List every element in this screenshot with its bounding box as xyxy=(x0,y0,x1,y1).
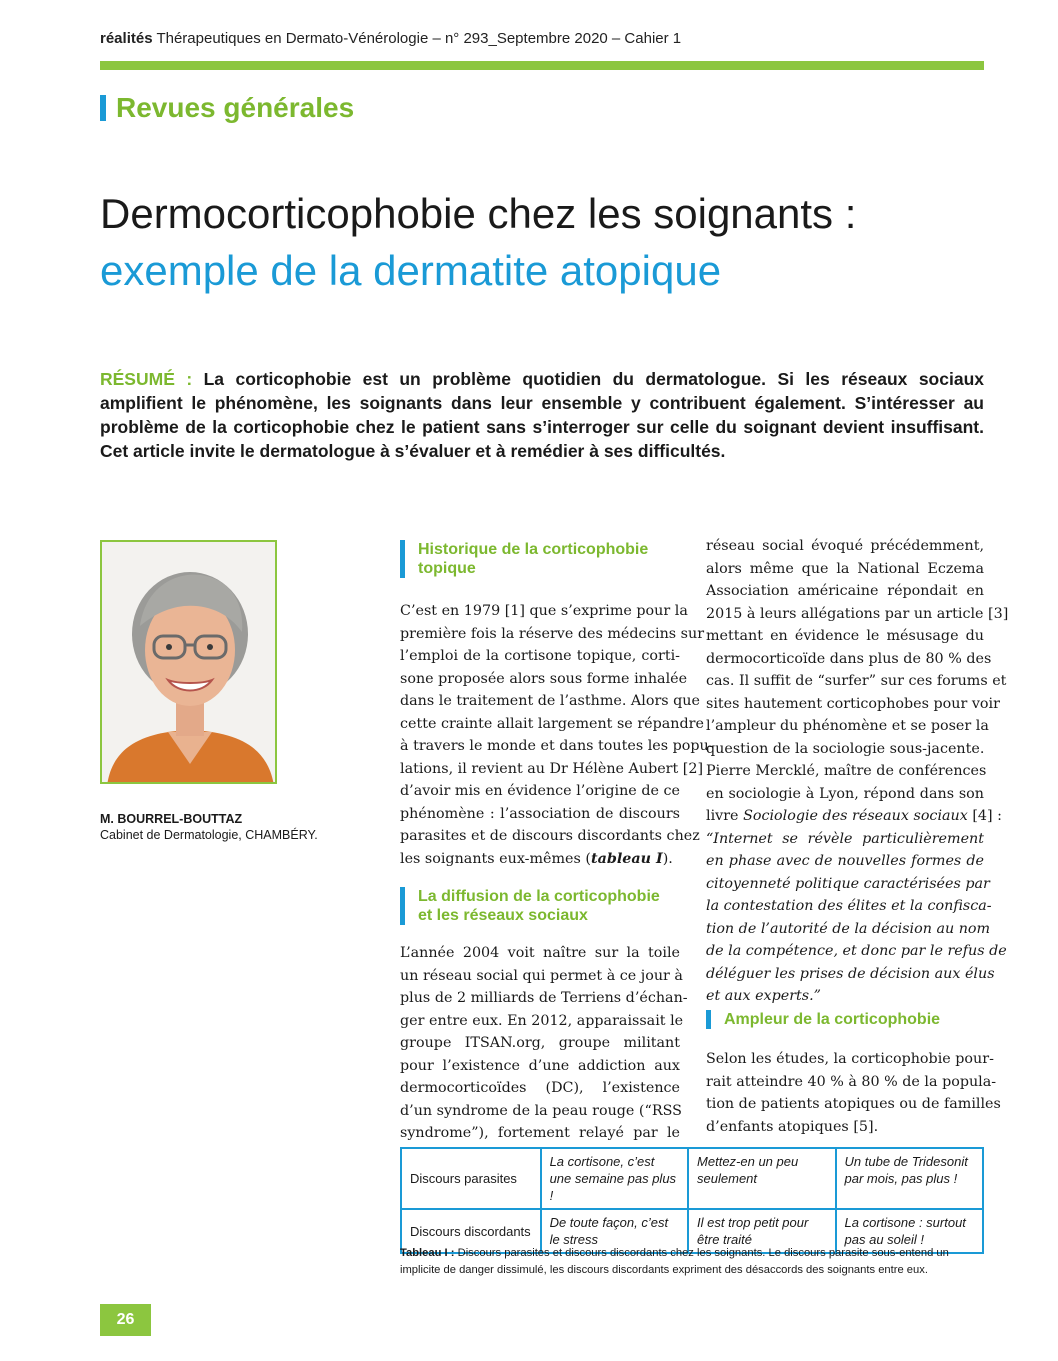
caption-label: Tableau I : xyxy=(400,1247,455,1259)
text-line: dans le traitement de l’asthme. Alors que xyxy=(400,693,700,709)
text-line: C’est en 1979 [1] que s’exprime pour la xyxy=(400,603,688,619)
book-title: Sociologie des réseaux sociaux xyxy=(743,808,968,824)
text-line: parasites et de discours discordants chez xyxy=(400,828,700,844)
paragraph-reseau xyxy=(706,535,1009,1008)
text-fragment: [4] : xyxy=(967,808,1002,824)
subheading-bar xyxy=(706,1010,711,1029)
subheading-historique xyxy=(400,540,648,578)
quote-line: de la compétence, et donc par le refus de xyxy=(706,943,1007,959)
text-line: un réseau social qui permet à ce jour à xyxy=(400,967,683,984)
text-line: dermocorticoïde dans plus de 80 % des xyxy=(706,650,992,667)
quote-line: et aux experts.” xyxy=(706,988,821,1004)
abstract-text: La corticophobie est un problème quotidien du dermatologue. Si les réseaux sociaux amplifient le phénomène, les soignants dans leur ensemble y contribuent également. S’intéresser au problème de la corticophobie chez le patient sans s’interroger sur celle du soignant devient insuffisant. Cet article invite le dermatologue à s’évaluer et à remédier à ses difficultés. xyxy=(100,369,984,461)
table-row-header: Discours discordants xyxy=(401,1209,541,1253)
author-portrait xyxy=(102,542,277,784)
text-line xyxy=(706,805,1002,828)
subheading-bar xyxy=(400,540,405,578)
quote-line: tion de l’autorité de la décision au nom xyxy=(706,920,991,937)
text-line: cette crainte allait largement se répandre xyxy=(400,715,704,732)
text-line: Selon les études, la corticophobie pour- xyxy=(706,1051,994,1067)
author-affiliation: Cabinet de Dermatologie, CHAMBÉRY. xyxy=(100,828,318,842)
text-line: ger entre eux. En 2012, apparaissait le xyxy=(400,1012,684,1029)
subheading-line: Historique de la corticophobie xyxy=(418,541,649,558)
text-line xyxy=(400,848,680,871)
table-cell: Un tube de Tridesonit par mois, pas plus ! xyxy=(836,1148,983,1209)
section-label: Revues générales xyxy=(116,92,355,123)
author-photo xyxy=(100,540,277,784)
text-fragment: ). xyxy=(662,850,673,867)
text-line: Association américaine répondait en xyxy=(706,583,984,599)
quote-line: citoyenneté politique caractérisées par xyxy=(706,875,990,892)
subheading-bar xyxy=(400,887,405,925)
text-line: mettant en évidence le mésusage du xyxy=(706,628,984,644)
subheading-text xyxy=(418,540,648,578)
table-caption xyxy=(400,1245,984,1279)
text-line: dermocorticoïdes (DC), l’existence xyxy=(400,1080,680,1096)
text-line: 2015 à leurs allégations par un article [3] xyxy=(706,605,1009,622)
subheading-line: La diffusion de la corticophobie xyxy=(418,888,660,905)
table-reference-link[interactable]: tableau I xyxy=(590,850,663,867)
quote-line: la contestation des élites et la confisca- xyxy=(706,898,992,914)
text-line: en sociologie à Lyon, répond dans son xyxy=(706,785,984,802)
article-subtitle: exemple de la dermatite atopique xyxy=(100,247,722,294)
text-line: réseau social évoqué précédemment, xyxy=(706,538,984,554)
text-line: d’un syndrome de la peau rouge (“RSS xyxy=(400,1102,682,1119)
table-row-header: Discours parasites xyxy=(401,1148,541,1209)
text-fragment: les soignants eux-mêmes ( xyxy=(400,850,591,867)
paragraph-historique xyxy=(400,600,714,870)
journal-brand: réalités xyxy=(100,30,153,47)
text-line: tion de patients atopiques ou de familles xyxy=(706,1096,1001,1112)
text-line: question de la sociologie sous-jacente. xyxy=(706,740,985,757)
table-discours xyxy=(400,1147,984,1254)
text-line: à travers le monde et dans toutes les popu- xyxy=(400,738,714,754)
section-tag xyxy=(100,92,354,124)
table-cell: La cortisone, c’est une semaine pas plus ! xyxy=(541,1148,688,1209)
abstract xyxy=(100,367,984,463)
text-line: lations, il revient au Dr Hélène Aubert [2] xyxy=(400,760,704,777)
table-cell: Mettez-en un peu seulement xyxy=(688,1148,835,1209)
subheading-text: Ampleur de la corticophobie xyxy=(724,1011,941,1028)
text-line: l’emploi de la cortisone topique, corti- xyxy=(400,648,680,664)
text-line: alors même que la National Eczema xyxy=(706,560,984,577)
table-cell: De toute façon, c’est le stress xyxy=(541,1209,688,1253)
subheading-diffusion xyxy=(400,887,660,925)
section-bar xyxy=(100,95,106,121)
paragraph-diffusion xyxy=(400,942,688,1145)
quote-line: déléguer les prises de décision aux élus xyxy=(706,965,995,982)
running-header xyxy=(100,30,681,47)
text-line: rait atteindre 40 % à 80 % de la popula- xyxy=(706,1073,997,1090)
text-line: L’année 2004 voit naître sur la toile xyxy=(400,945,680,961)
author-name: M. BOURREL-BOUTTAZ xyxy=(100,812,243,826)
paragraph-ampleur xyxy=(706,1048,1001,1138)
table-cell: La cortisone : surtout pas au soleil ! xyxy=(836,1209,983,1253)
text-line: plus de 2 milliards de Terriens d’échan- xyxy=(400,990,688,1006)
text-fragment: livre xyxy=(706,808,744,824)
subheading-text xyxy=(418,887,660,925)
text-line: cas. Il suffit de “surfer” sur ces forums et xyxy=(706,673,1007,689)
subheading-line: et les réseaux sociaux xyxy=(418,907,588,924)
page-number: 26 xyxy=(100,1304,151,1336)
text-line: pour l’existence d’une addiction aux xyxy=(400,1057,680,1074)
text-line: l’ampleur du phénomène et se poser la xyxy=(706,718,989,734)
quote-line: en phase avec de nouvelles formes de xyxy=(706,853,984,869)
journal-issue: Thérapeutiques en Dermato-Vénérologie – n° 293_Septembre 2020 – Cahier 1 xyxy=(156,30,682,47)
article-title: Dermocorticophobie chez les soignants : xyxy=(100,190,857,237)
text-line: d’avoir mis en évidence l’origine de ce xyxy=(400,783,680,799)
text-line: phénomène : l’association de discours xyxy=(400,805,680,822)
text-line: sone proposée alors sous forme inhalée xyxy=(400,670,688,687)
text-line: d’enfants atopiques [5]. xyxy=(706,1118,879,1135)
text-line: groupe ITSAN.org, groupe militant xyxy=(400,1035,680,1051)
abstract-label: RÉSUMÉ : xyxy=(100,369,193,389)
caption-text: Discours parasites et discours discordants chez les soignants. Le discours parasite sous-entend un implicite de danger dissimulé, les discours discordants expriment des désaccords des soignants entre eux. xyxy=(400,1247,949,1276)
subheading-ampleur xyxy=(706,1010,940,1029)
text-line: syndrome”), fortement relayé par le xyxy=(400,1125,680,1141)
table-row xyxy=(401,1148,983,1209)
text-line: sites hautement corticophobes pour voir xyxy=(706,695,1000,712)
table-cell: Il est trop petit pour être traité xyxy=(688,1209,835,1253)
subheading-line: topique xyxy=(418,560,476,577)
text-line: première fois la réserve des médecins sur xyxy=(400,625,705,642)
text-line: Pierre Mercklé, maître de conférences xyxy=(706,763,987,779)
quote-line: “Internet se révèle particulièrement xyxy=(706,830,984,847)
header-rule xyxy=(100,61,984,70)
